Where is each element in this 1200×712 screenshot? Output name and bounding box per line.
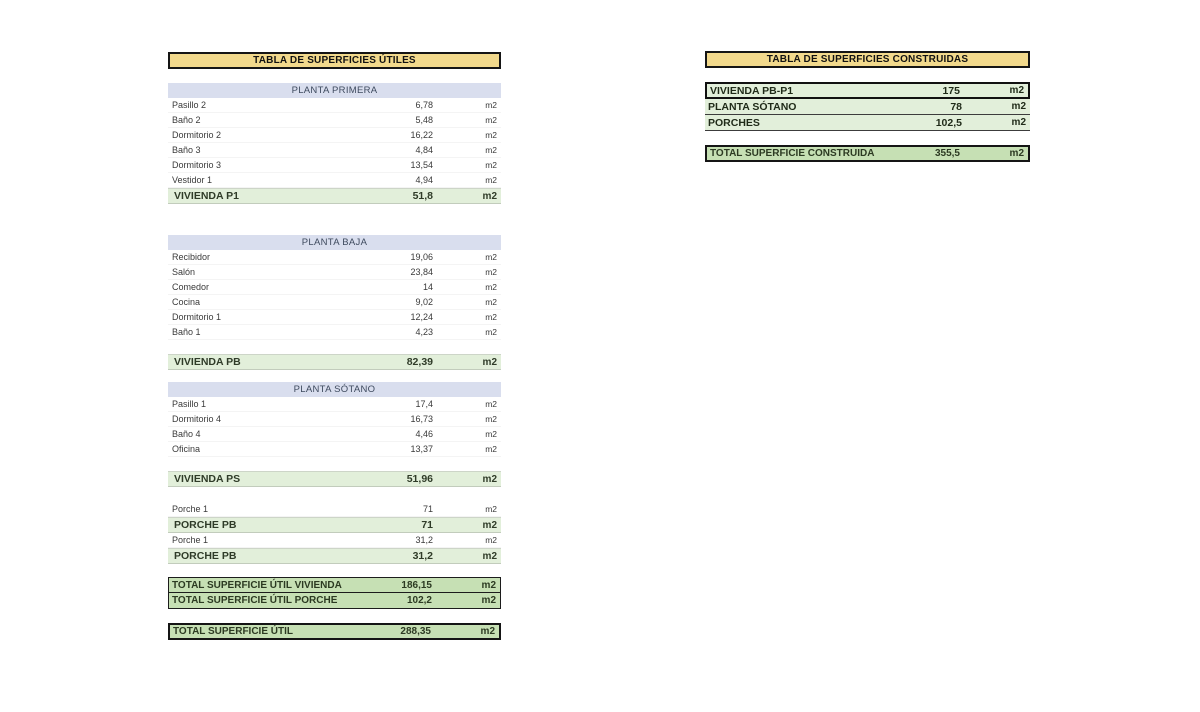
unit-label: m2 — [1009, 148, 1024, 159]
table-row — [168, 265, 501, 280]
grand-total-value: 355,5 — [934, 148, 960, 159]
total-value: 102,2 — [406, 595, 432, 606]
table-row — [168, 397, 501, 412]
room-area-value: 12,24 — [410, 312, 433, 322]
unit-label: m2 — [485, 115, 497, 125]
grand-total-row-construida — [705, 145, 1030, 162]
table-row — [168, 427, 501, 442]
subtotal-row-porche-pb-2 — [168, 548, 501, 564]
unit-label: m2 — [485, 267, 497, 277]
built-value: 78 — [950, 100, 962, 113]
room-area-value: 9,02 — [415, 297, 433, 307]
unit-label: m2 — [485, 504, 497, 514]
unit-label: m2 — [481, 595, 496, 606]
unit-label: m2 — [482, 356, 497, 368]
unit-label: m2 — [485, 252, 497, 262]
table-row — [168, 325, 501, 340]
built-row-porches — [705, 115, 1030, 131]
table-row — [168, 412, 501, 427]
room-area-value: 4,94 — [415, 175, 433, 185]
unit-label: m2 — [485, 145, 497, 155]
grand-total-label: TOTAL SUPERFICIE ÚTIL — [173, 626, 294, 637]
room-label: Comedor — [172, 282, 210, 292]
room-label: Porche 1 — [172, 504, 209, 514]
room-label: Baño 3 — [172, 145, 201, 155]
subtotal-row-vivienda-p1 — [168, 188, 501, 204]
room-area-value: 71 — [422, 504, 433, 514]
room-label: Vestidor 1 — [172, 175, 213, 185]
unit-label: m2 — [485, 175, 497, 185]
room-area-value: 14 — [422, 282, 433, 292]
table-row — [168, 442, 501, 457]
room-label: Dormitorio 1 — [172, 312, 222, 322]
room-area-value: 17,4 — [415, 399, 433, 409]
grand-total-label: TOTAL SUPERFICIE CONSTRUIDA — [710, 148, 875, 159]
unit-label: m2 — [485, 130, 497, 140]
unit-label: m2 — [485, 414, 497, 424]
room-area-value: 19,06 — [410, 252, 433, 262]
built-row-planta-sotano — [705, 99, 1030, 115]
room-area-value: 6,78 — [415, 100, 433, 110]
table-row — [168, 158, 501, 173]
unit-label: m2 — [485, 100, 497, 110]
section-header-planta-baja: PLANTA BAJA — [168, 235, 501, 250]
table-row — [168, 98, 501, 113]
unit-label: m2 — [485, 444, 497, 454]
room-area-value: 5,48 — [415, 115, 433, 125]
room-area-value: 13,37 — [410, 444, 433, 454]
room-label: Baño 2 — [172, 115, 201, 125]
built-value: 102,5 — [935, 116, 962, 129]
useful-totals-block — [168, 577, 501, 609]
room-label: Dormitorio 2 — [172, 130, 222, 140]
room-label: Dormitorio 4 — [172, 414, 222, 424]
built-surfaces-table — [705, 51, 1030, 162]
unit-label: m2 — [485, 429, 497, 439]
room-area-value: 16,22 — [410, 130, 433, 140]
room-label: Salón — [172, 267, 196, 277]
room-area-value: 13,54 — [410, 160, 433, 170]
subtotal-row-porche-pb — [168, 517, 501, 533]
total-row-util-porche — [168, 593, 501, 609]
room-label: Pasillo 2 — [172, 100, 207, 110]
unit-label: m2 — [485, 535, 497, 545]
subtotal-value: 82,39 — [406, 356, 433, 368]
table-row — [168, 502, 501, 517]
table-row — [168, 533, 501, 548]
unit-label: m2 — [485, 312, 497, 322]
grand-total-value: 288,35 — [400, 626, 431, 637]
table-row — [168, 250, 501, 265]
subtotal-row-vivienda-ps — [168, 471, 501, 487]
unit-label: m2 — [482, 519, 497, 531]
unit-label: m2 — [481, 579, 496, 591]
unit-label: m2 — [485, 327, 497, 337]
useful-surfaces-table — [168, 52, 501, 640]
unit-label: m2 — [482, 473, 497, 485]
room-label: Cocina — [172, 297, 201, 307]
subtotal-label: VIVIENDA P1 — [174, 190, 239, 202]
subtotal-value: 51,96 — [406, 473, 433, 485]
room-label: Pasillo 1 — [172, 399, 207, 409]
grand-total-row-util — [168, 623, 501, 640]
section-header-planta-primera: PLANTA PRIMERA — [168, 83, 501, 98]
room-label: Recibidor — [172, 252, 211, 262]
room-area-value: 4,23 — [415, 327, 433, 337]
room-label: Baño 1 — [172, 327, 201, 337]
unit-label: m2 — [485, 282, 497, 292]
room-area-value: 31,2 — [415, 535, 433, 545]
table-row — [168, 173, 501, 188]
built-table-title: TABLA DE SUPERFICIES CONSTRUIDAS — [705, 51, 1030, 68]
unit-label: m2 — [1011, 117, 1026, 128]
room-label: Baño 4 — [172, 429, 201, 439]
subtotal-label: PORCHE PB — [174, 519, 237, 531]
table-row — [168, 310, 501, 325]
section-header-planta-sotano: PLANTA SÓTANO — [168, 382, 501, 397]
unit-label: m2 — [485, 160, 497, 170]
total-label: TOTAL SUPERFICIE ÚTIL PORCHE — [172, 595, 338, 606]
unit-label: m2 — [482, 550, 497, 562]
built-value: 175 — [942, 84, 960, 97]
unit-label: m2 — [1009, 85, 1024, 96]
subtotal-label: VIVIENDA PB — [174, 356, 241, 368]
table-row — [168, 128, 501, 143]
table-row — [168, 113, 501, 128]
unit-label: m2 — [485, 297, 497, 307]
subtotal-label: VIVIENDA PS — [174, 473, 241, 485]
table-row — [168, 295, 501, 310]
built-label: PORCHES — [708, 116, 760, 129]
total-value: 186,15 — [401, 579, 432, 591]
useful-table-title: TABLA DE SUPERFICIES ÚTILES — [168, 52, 501, 69]
table-row — [168, 143, 501, 158]
subtotal-value: 31,2 — [412, 550, 433, 562]
table-row — [168, 280, 501, 295]
built-row-vivienda-pb-p1 — [705, 82, 1030, 99]
subtotal-label: PORCHE PB — [174, 550, 237, 562]
unit-label: m2 — [1011, 101, 1026, 112]
unit-label: m2 — [482, 190, 497, 202]
unit-label: m2 — [485, 399, 497, 409]
subtotal-row-vivienda-pb — [168, 354, 501, 370]
subtotal-value: 51,8 — [412, 190, 433, 202]
room-area-value: 16,73 — [410, 414, 433, 424]
room-area-value: 4,46 — [415, 429, 433, 439]
room-area-value: 4,84 — [415, 145, 433, 155]
built-label: VIVIENDA PB-P1 — [710, 84, 794, 97]
subtotal-value: 71 — [421, 519, 433, 531]
total-label: TOTAL SUPERFICIE ÚTIL VIVIENDA — [172, 579, 342, 591]
total-row-util-vivienda — [168, 577, 501, 593]
room-area-value: 23,84 — [410, 267, 433, 277]
unit-label: m2 — [480, 626, 495, 637]
built-label: PLANTA SÓTANO — [708, 100, 797, 113]
room-label: Dormitorio 3 — [172, 160, 222, 170]
room-label: Porche 1 — [172, 535, 209, 545]
room-label: Oficina — [172, 444, 201, 454]
